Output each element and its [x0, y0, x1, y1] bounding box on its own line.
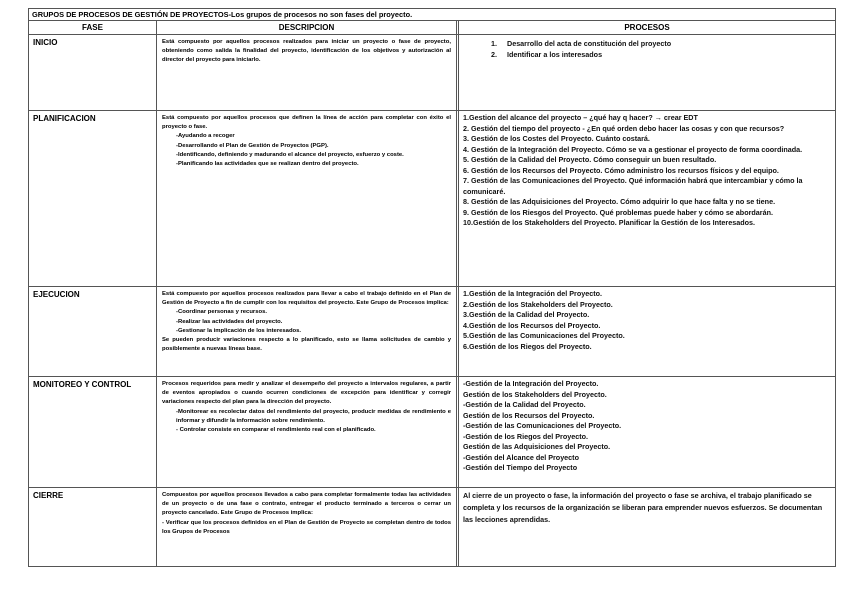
description-line: Está compuesto por aquellos procesos realizados para iniciar un proyecto o fase de proyecto, obteniendo como salida la finalidad del proyecto, identificación de los objetivos y autorización al director del proyecto para iniciarlo.	[162, 39, 451, 64]
description-line: Se pueden producir variaciones respecto a lo planificado, esto se llama solicitudes de cambio y posiblemente a nuevas líneas base.	[162, 337, 451, 353]
phase-cell: CIERRE	[29, 488, 157, 566]
table-row	[29, 111, 835, 287]
process-text: Desarrollo del acta de constitución del proyecto	[507, 39, 672, 48]
table-title: GRUPOS DE PROCESOS DE GESTIÓN DE PROYECTOS-Los grupos de procesos no son fases del proyecto.	[29, 9, 835, 21]
description-line: -Coordinar personas y recursos.	[176, 309, 268, 316]
phase-cell: INICIO	[29, 35, 157, 110]
description-line: -Ayudando a recoger	[176, 133, 235, 140]
phase-cell: MONITOREO Y CONTROL	[29, 377, 157, 487]
description-line: -Desarrollando el Plan de Gestión de Proyectos (PGP).	[176, 142, 329, 149]
description-line: Compuestos por aquellos procesos llevados a cabo para completar formalmente todas las actividades de un proyecto o de una fase o contrato, entregar el producto terminado a terceros o cerrar un proyecto cancelado. Este Grupo de Procesos implica:	[162, 492, 451, 517]
description-cell	[157, 287, 459, 376]
process-item: -Gestión del Tiempo del Proyecto	[463, 463, 578, 472]
process-item: -Gestión de los Riegos del Proyecto.	[463, 431, 589, 441]
process-item: 2.Gestión de los Stakeholders del Proyecto.	[463, 299, 613, 309]
processes-cell	[459, 488, 835, 566]
header-procesos: PROCESOS	[624, 23, 670, 32]
processes-cell	[459, 287, 835, 376]
phase-cell: PLANIFICACION	[29, 111, 157, 286]
process-item: 2. Gestión del tiempo del proyecto - ¿En qué orden debo hacer las cosas y con que recursos?	[463, 123, 785, 133]
process-groups-table	[28, 8, 836, 567]
process-item: 5. Gestión de la Calidad del Proyecto. Cómo conseguir un buen resultado.	[463, 155, 717, 164]
description-line: Procesos requeridos para medir y analizar el desempeño del proyecto a intervalos regulares, a partir de eventos apropiados o cuando ocurren condiciones de excepción para identificar y corregir variaciones respecto del plan para la dirección del proyecto.	[162, 381, 451, 406]
process-item: 5.Gestión de las Comunicaciones del Proyecto.	[463, 331, 625, 340]
description-line: -Monitorear es recolectar datos del rendimiento del proyecto, producir medidas de rendimiento e informar y difundir la información sobre rendimiento.	[176, 408, 451, 424]
process-item: 3. Gestión de los Costes del Proyecto. Cuánto costará.	[463, 134, 650, 143]
process-item: 9. Gestión de los Riesgos del Proyecto. Qué problemas puede haber y cómo se abordarán.	[463, 207, 773, 217]
process-item: 7. Gestión de las Comunicaciones del Proyecto. Qué información habrá que intercambiar y cómo la comunicaré.	[463, 176, 803, 196]
description-cell	[157, 35, 459, 110]
description-line: - Verificar que los procesos definidos en el Plan de Gestión de Proyecto se completan dentro de todos los Grupos de Procesos	[162, 519, 451, 535]
description-line: -Planificando las actividades que se realizan dentro del proyecto.	[176, 161, 359, 168]
table-row	[29, 488, 835, 566]
phase-cell: EJECUCION	[29, 287, 157, 376]
table-row	[29, 35, 835, 111]
header-descripcion: DESCRIPCION	[157, 21, 459, 34]
process-text: Identificar a los interesados	[507, 49, 603, 59]
process-number: 1.	[491, 39, 497, 48]
description-line: - Controlar consiste en comparar el rendimiento real con el planificado.	[176, 427, 376, 434]
process-item: Al cierre de un proyecto o fase, la información del proyecto o fase se archiva, el trabajo planificado se completa y los recursos de la organización se liberan para emprender nuevos esfuerzos. Se documentan las lecciones aprendidas.	[463, 491, 823, 524]
processes-list	[463, 39, 831, 60]
description-line: -Gestionar la implicación de los interesados.	[176, 327, 302, 334]
description-line: -Realizar las actividades del proyecto.	[176, 318, 283, 325]
process-item: Gestión de los Recursos del Proyecto.	[463, 410, 595, 420]
process-item: -Gestión de la Calidad del Proyecto.	[463, 400, 586, 409]
description-cell	[157, 377, 459, 487]
processes-cell	[459, 377, 835, 487]
process-item	[491, 50, 831, 61]
description-line: -Identificando, definiendo y madurando el alcance del proyecto, esfuerzo y coste.	[176, 151, 404, 158]
process-item: -Gestión de las Comunicaciones del Proyecto.	[463, 421, 622, 430]
process-item: -Gestión del Alcance del Proyecto	[463, 452, 579, 462]
description-cell	[157, 111, 459, 286]
process-item: 4. Gestión de la Integración del Proyecto. Cómo se va a gestionar el proyecto de forma coordinada.	[463, 144, 803, 154]
description-line: Está compuesto por aquellos procesos que definen la línea de acción para completar con éxito el proyecto o fase.	[162, 115, 451, 131]
process-item: 1.Gestión de la Integración del Proyecto.	[463, 289, 602, 298]
description-cell	[157, 488, 459, 566]
process-number: 2.	[491, 49, 497, 59]
process-item: 8. Gestión de las Adquisiciones del Proyecto. Cómo adquirir lo que hace falta y no se tiene.	[463, 197, 776, 206]
table-row	[29, 377, 835, 488]
process-item: 1.Gestion del alcance del proyecto – ¿qué hay q hacer? → crear EDT	[463, 113, 698, 122]
process-item: 3.Gestión de la Calidad del Proyecto.	[463, 310, 590, 319]
process-item	[491, 39, 831, 50]
header-row	[29, 21, 835, 35]
processes-cell	[459, 35, 835, 110]
process-item: 6.Gestión de los Riegos del Proyecto.	[463, 341, 592, 351]
process-item: Gestión de las Adquisiciones del Proyecto.	[463, 442, 611, 451]
header-fase: FASE	[29, 21, 157, 34]
processes-cell	[459, 111, 835, 286]
process-item: 4.Gestión de los Recursos del Proyecto.	[463, 320, 601, 330]
process-item: Gestión de los Stakeholders del Proyecto.	[463, 389, 607, 399]
process-item: -Gestión de la Integración del Proyecto.	[463, 379, 599, 388]
description-line: Está compuesto por aquellos procesos realizados para llevar a cabo el trabajo definido en el Plan de Gestión de Proyecto a fin de cumplir con los requisitos del proyecto. Este Grupo de Procesos implica:	[162, 291, 451, 307]
table-row	[29, 287, 835, 377]
process-item: 10.Gestión de los Stakeholders del Proyecto. Planificar la Gestión de los Interesados.	[463, 218, 755, 227]
process-item: 6. Gestión de los Recursos del Proyecto. Cómo administro los recursos físicos y del equipo.	[463, 165, 779, 175]
